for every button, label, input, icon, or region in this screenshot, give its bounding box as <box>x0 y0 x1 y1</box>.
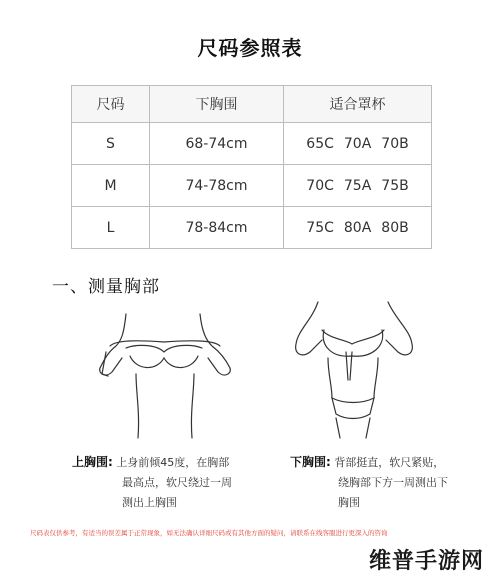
disclaimer-note: 尺码表仅供参考，有适当的误差属于正常现象，如无法确认详细尺码或有其他方面的疑问，请联系在线客服进行更深入的咨询 <box>30 529 388 537</box>
cup-value: 70A <box>343 135 372 152</box>
table-header-row <box>72 86 432 123</box>
under-bust-line: 背部挺直，软尺紧贴， <box>334 456 445 469</box>
table-row <box>72 123 432 165</box>
table-row <box>72 207 432 249</box>
header-size: 尺码 <box>72 86 150 123</box>
under-bust-illustration <box>288 300 420 440</box>
cups-cell <box>284 207 432 249</box>
cup-value: 80B <box>381 219 409 236</box>
upper-bust-description <box>72 452 272 513</box>
size-cell: S <box>72 123 150 165</box>
size-cell: L <box>72 207 150 249</box>
upper-bust-illustration <box>96 312 234 440</box>
upper-bust-label: 上胸围: <box>72 455 113 469</box>
cups-cell <box>284 165 432 207</box>
cup-value: 75B <box>381 177 409 194</box>
underbust-cell: 74-78cm <box>150 165 284 207</box>
cups-cell <box>284 123 432 165</box>
cup-value: 75A <box>343 177 372 194</box>
page-title: 尺码参照表 <box>197 36 303 60</box>
underbust-cell: 68-74cm <box>150 123 284 165</box>
size-cell: M <box>72 165 150 207</box>
section-title: 一、测量胸部 <box>52 277 160 297</box>
cup-value: 65C <box>306 135 334 152</box>
upper-bust-line: 测出上胸围 <box>122 496 177 509</box>
cup-value: 80A <box>343 219 372 236</box>
cup-value: 70B <box>381 135 409 152</box>
cup-value: 75C <box>306 219 334 236</box>
upper-bust-line: 最高点，软尺绕过一周 <box>122 476 232 489</box>
cup-value: 70C <box>306 177 334 194</box>
size-table <box>71 85 432 249</box>
header-underbust: 下胸围 <box>150 86 284 123</box>
underbust-cell: 78-84cm <box>150 207 284 249</box>
under-bust-line: 胸围 <box>338 496 360 509</box>
upper-bust-line: 上身前倾45度，在胸部 <box>116 456 230 469</box>
under-bust-label: 下胸围: <box>290 455 331 469</box>
under-bust-description <box>290 452 470 513</box>
under-bust-line: 绕胸部下方一周测出下 <box>338 476 448 489</box>
watermark: 维普手游网 <box>368 549 484 574</box>
header-cups: 适合罩杯 <box>284 86 432 123</box>
table-row <box>72 165 432 207</box>
